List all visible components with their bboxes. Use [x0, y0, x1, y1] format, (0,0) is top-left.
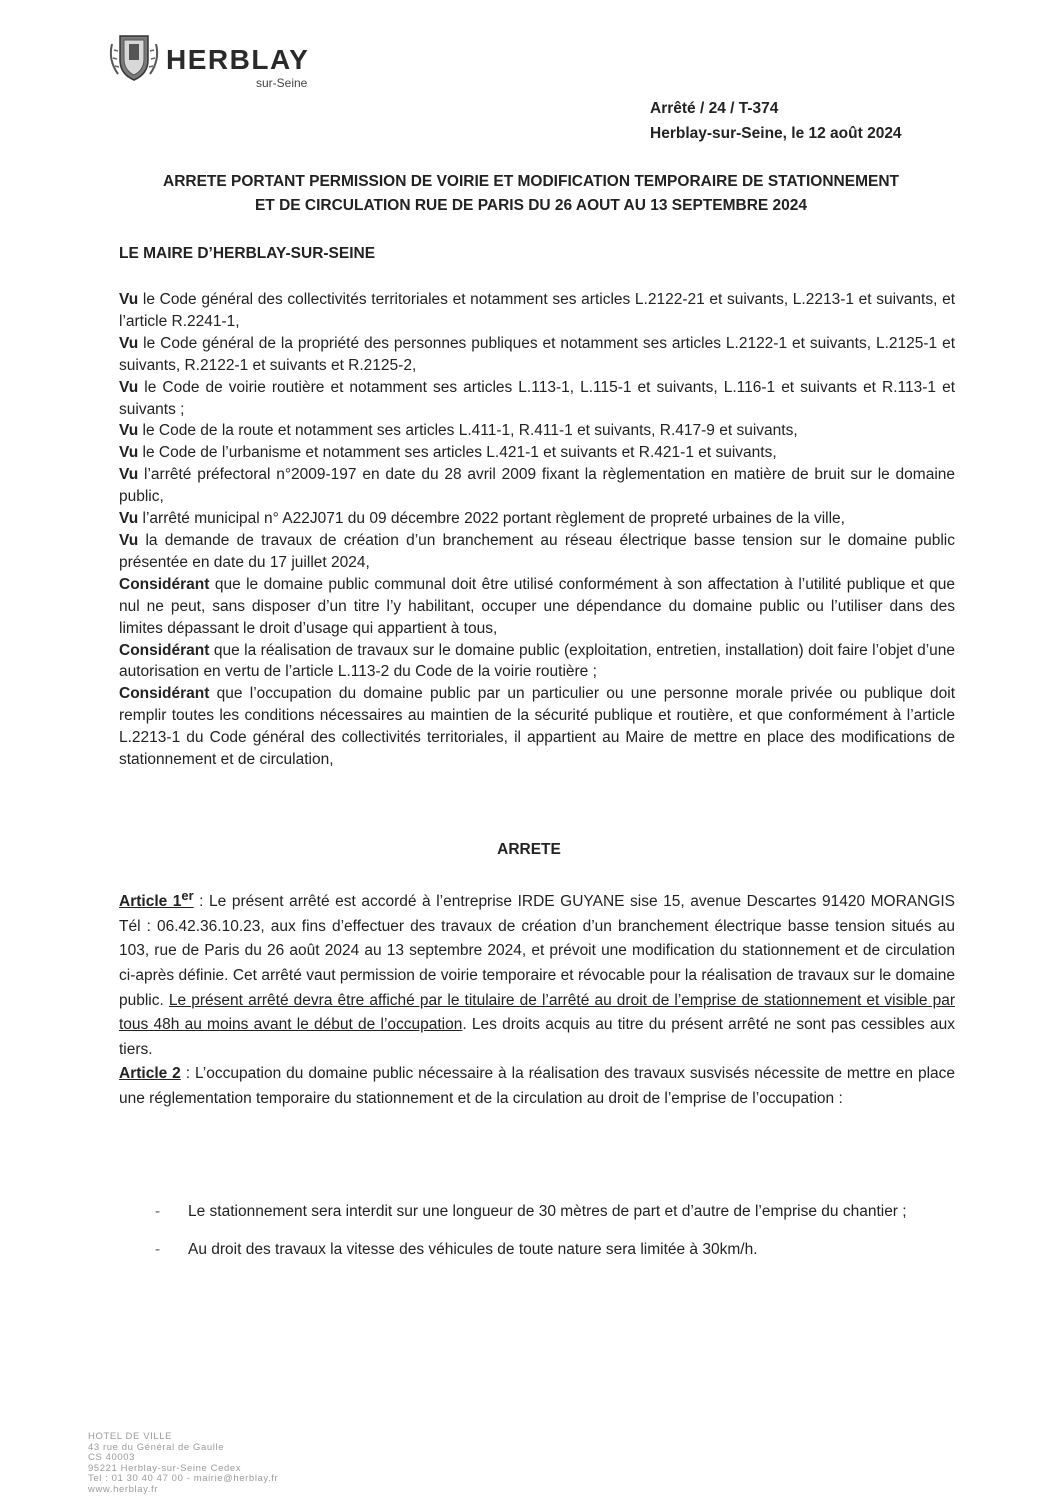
logo-subtitle: sur-Seine: [256, 76, 308, 90]
article-1-notice: Le présent arrêté devra être affiché par le titulaire de l’arrêté au droit de l’emprise de stationnement et visible par tous 48h au moins avant le début de l’occupation: [119, 991, 955, 1034]
arrete-heading: ARRETE: [497, 841, 561, 858]
visa-text: l’arrêté municipal n° A22J071 du 09 décembre 2022 portant règlement de propreté urbaines de la ville,: [138, 510, 845, 528]
visa-text: le Code général des collectivités territoriales et notamment ses articles L.2122-21 et suivants, L.2213-1 et suivants, et l’article R.2241-1,: [119, 291, 955, 330]
visa-text: l’arrêté préfectoral n°2009-197 en date du 28 avril 2009 fixant la règlementation en matière de bruit sur le domaine public,: [119, 466, 955, 506]
visa-paragraph: [119, 420, 955, 442]
article-1-text: Le présent arrêté est accordé à l’entreprise IRDE GUYANE sise 15, avenue Descartes 91420 MORANGIS Tél : 06.42.36.10.23, aux fins d’effectuer des travaux de création d’un branchement électrique basse tension situés au 103, rue de Paris du 26 août 2024 au 13 septembre 2024, et prévoit une modification du stationnement et de circulation ci-après définie. Cet arrêté vaut permission de voirie temporaire et révocable pour la réalisation de travaux sur le domaine public.: [119, 893, 956, 1009]
visa-paragraph: [119, 377, 955, 421]
article-1: [119, 884, 955, 1062]
list-item: [155, 1193, 960, 1231]
document-title: [100, 170, 962, 218]
considerant-lead: Considérant: [119, 641, 210, 659]
visa-lead: Vu: [119, 378, 139, 396]
article-2-text: L’occupation du domaine public nécessaire à la réalisation des travaux susvisés nécessite de mettre en place une réglementation temporaire du stationnement et de la circulation au droit de l’emprise de l’occupation :: [119, 1065, 956, 1107]
visa-lead: Vu: [119, 334, 139, 352]
article-2-label: Article 2: [119, 1065, 181, 1083]
visa-lead: Vu: [119, 466, 139, 484]
visa-paragraph: [119, 333, 955, 377]
article-1-label: Article 1er: [119, 888, 194, 911]
article-1-end: . Les droits acquis au titre du présent arrêté ne sont pas cessibles aux tiers.: [119, 1016, 955, 1058]
footer-line: Tel : 01 30 40 47 00 - mairie@herblay.fr: [88, 1473, 279, 1484]
article-2: [119, 1062, 955, 1111]
footer-line: CS 40003: [88, 1452, 136, 1463]
visa-text: la demande de travaux de création d’un branchement au réseau électrique basse tension sur le domaine public présentée en date du 17 juillet 2024,: [119, 531, 955, 571]
considerant-paragraph: [119, 574, 955, 640]
considerant-text: que l’occupation du domaine public par un particulier ou une personne morale privée ou publique doit remplir toutes les conditions nécessaires au maintien de la sécurité publique et routière, et que conformément à l’article L.2213-1 du Code général des collectivités territoriales, il appartient au Maire de mettre en place des modifications de stationnement et de circulation,: [119, 685, 955, 769]
considerant-text: que le domaine public communal doit être utilisé conformément à son affectation à l’utilité publique et que nul ne peut, sans disposer d’un titre l’y habilitant, occuper une dépendance du domaine public ou l’utiliser dans des limites dépassant le droit d’usage qui appartient à tous,: [119, 575, 955, 637]
city-logo: [106, 30, 336, 90]
visa-lead: Vu: [119, 422, 139, 440]
visa-lead: Vu: [119, 444, 139, 462]
articles-section: [119, 884, 955, 1112]
visa-paragraph: [119, 508, 955, 530]
measure-text: Au droit des travaux la vitesse des véhicules de toute nature sera limitée à 30km/h.: [188, 1241, 758, 1258]
visa-paragraph: [119, 464, 955, 508]
coat-of-arms-icon: [106, 30, 162, 86]
article-1-sep: :: [193, 893, 210, 911]
visa-paragraph: [119, 442, 955, 464]
considerant-lead: Considérant: [119, 575, 210, 593]
considerant-lead: Considérant: [119, 685, 210, 703]
considerant-text: que la réalisation de travaux sur le domaine public (exploitation, entretien, installation) doit faire l’objet d’une autorisation en vertu de l’article L.113-2 du Code de la voirie routière ;: [119, 641, 955, 681]
considerant-paragraph: [119, 640, 955, 684]
visa-text: le Code général de la propriété des personnes publiques et notamment ses articles L.2122-1 et suivants, L.2125-1 et suivants, R.2122-1 et suivants et R.2125-2,: [119, 334, 955, 374]
footer-line: HOTEL DE VILLE: [88, 1431, 173, 1442]
footer-line: 43 rue du Général de Gaulle: [88, 1441, 225, 1453]
arrete-number: Arrêté / 24 / T-374: [650, 100, 779, 117]
place-date: Herblay-sur-Seine, le 12 août 2024: [650, 125, 902, 142]
visa-lead: Vu: [119, 531, 139, 549]
dash-bullet-icon: -: [155, 1203, 161, 1220]
dash-bullet-icon: -: [155, 1241, 161, 1258]
visa-lead: Vu: [119, 510, 139, 528]
visa-paragraph: [119, 530, 955, 574]
visa-lead: Vu: [119, 291, 139, 308]
title-line-2: ET DE CIRCULATION RUE DE PARIS DU 26 AOUT AU 13 SEPTEMBRE 2024: [254, 197, 808, 214]
list-item: [155, 1231, 960, 1269]
visa-text: le Code de voirie routière et notamment ses articles L.113-1, L.115-1 et suivants, L.116-1 et suivants et R.113-1 et suivants ;: [119, 378, 955, 418]
measures-list: [155, 1193, 960, 1269]
footer-address: [88, 1432, 278, 1495]
logo-name: HERBLAY: [166, 44, 310, 75]
title-line-1: ARRETE PORTANT PERMISSION DE VOIRIE ET MODIFICATION TEMPORAIRE DE STATIONNEMENT: [163, 173, 899, 190]
footer-line: 95221 Herblay-sur-Seine Cedex: [88, 1462, 242, 1474]
visa-text: le Code de la route et notamment ses articles L.411-1, R.411-1 et suivants, R.417-9 et suivants,: [138, 422, 798, 440]
considerant-paragraph: [119, 683, 955, 771]
article-2-sep: :: [180, 1065, 196, 1083]
visas-section: [119, 289, 955, 771]
reference-block: [650, 96, 902, 146]
visa-paragraph: [119, 289, 955, 333]
footer-line: www.herblay.fr: [88, 1483, 158, 1495]
visa-text: le Code de l’urbanisme et notamment ses articles L.421-1 et suivants et R.421-1 et suivants,: [138, 444, 777, 462]
measure-text: Le stationnement sera interdit sur une longueur de 30 mètres de part et d’autre de l’emprise du chantier ;: [188, 1203, 907, 1220]
maire-heading: LE MAIRE D’HERBLAY-SUR-SEINE: [119, 245, 376, 262]
